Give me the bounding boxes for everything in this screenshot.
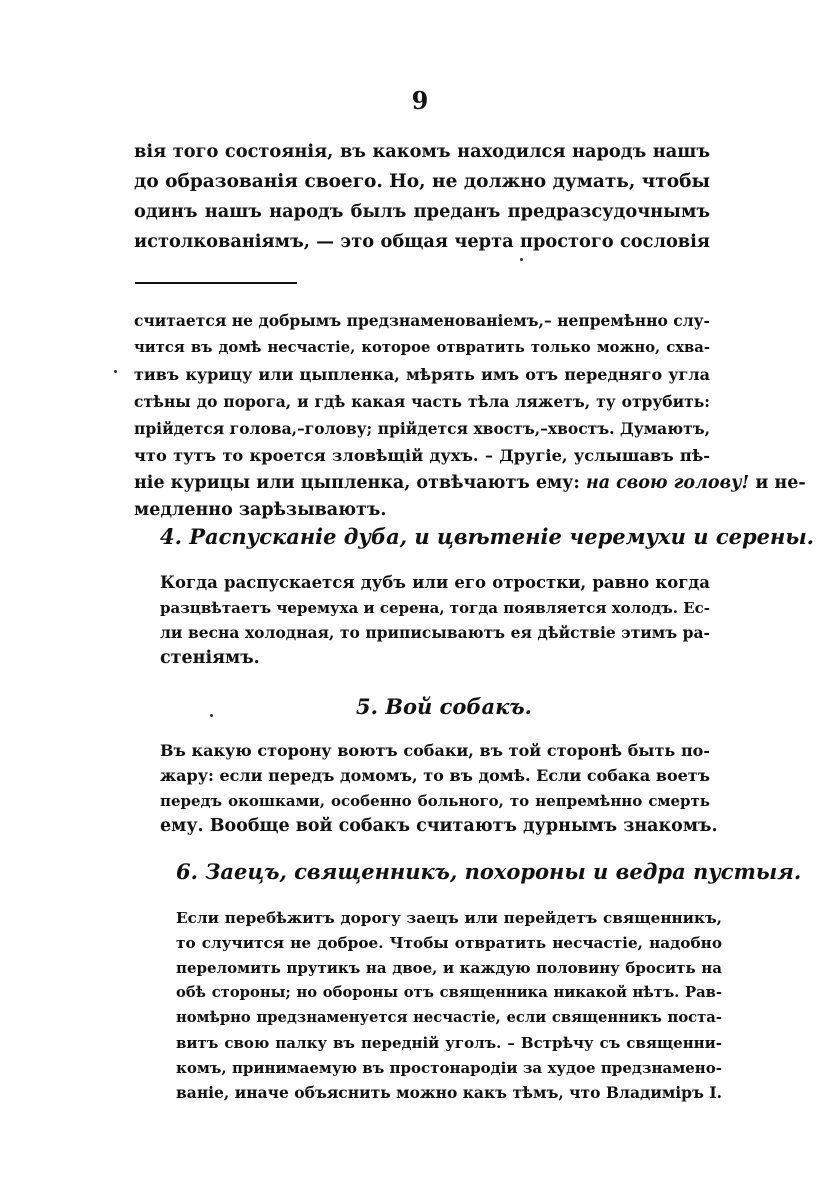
text-line: переломить прутикъ на двое, и каждую половину бросить на (176, 959, 722, 977)
text-line: что тутъ то кроется зловѣщій духъ. – Другіе, услышавъ пѣ- (134, 446, 710, 465)
text-line: жару: если передъ домомъ, то въ домѣ. Если собака воетъ (160, 766, 710, 785)
print-speck (210, 714, 213, 717)
text-line: то случится не доброе. Чтобы отвратить несчастіе, надобно (176, 934, 722, 952)
footnote-separator (135, 282, 297, 284)
page-number: 9 (411, 86, 429, 115)
text-line: комъ, принимаемую въ простонародіи за худое предзнамено- (176, 1059, 722, 1077)
text-line: разцвѣтаетъ черемуха и серена, тогда появляется холодъ. Ес- (160, 599, 710, 617)
text-fragment: ніе курицы или цыпленка, отвѣчаютъ ему: (134, 473, 580, 493)
text-line: ему. Вообще вой собакъ считаютъ дурнымъ знакомъ. (160, 816, 718, 836)
text-line: тивъ курицу или цыпленка, мѣрять имъ отъ передняго угла (134, 365, 710, 384)
text-line: передъ окошками, особенно больного, то непремѣнно смерть (160, 792, 710, 810)
text-line: витъ свою палку въ передній уголъ. – Встрѣчу съ священни- (176, 1034, 722, 1052)
text-line: считается не добрымъ предзнаменованіемъ,– непремѣнно слу- (134, 311, 710, 330)
text-line: номѣрно предзнаменуется несчастіе, если священникъ поста- (176, 1009, 722, 1026)
text-line: стѣны до порога, и гдѣ какая часть тѣла ляжетъ, ту отрубить: (134, 392, 710, 411)
text-line: медленно зарѣзываютъ. (134, 500, 387, 520)
text-line: истолкованіямъ, — это общая черта простого сословія (134, 231, 710, 252)
section-heading: 6. Заецъ, священникъ, похороны и ведра пустыя. (176, 859, 802, 884)
text-line: обѣ стороны; но обороны отъ священника никакой нѣтъ. Рав- (176, 984, 722, 1001)
italic-quote: на свою голову! (585, 473, 750, 493)
text-line: до образованія своего. Но, не должно думать, чтобы (134, 171, 710, 192)
text-line: прійдется голова,–голову; прійдется хвостъ,–хвостъ. Думаютъ, (134, 419, 710, 438)
print-speck (114, 370, 117, 373)
text-line: Если перебѣжитъ дорогу заецъ или перейдетъ священникъ, (176, 909, 722, 927)
text-line: чится въ домѣ несчастіе, которое отвратить только можно, схва- (134, 339, 710, 356)
text-line: ли весна холодная, то приписываютъ ея дѣйствіе этимъ ра- (160, 623, 710, 642)
text-fragment: и не- (755, 473, 806, 493)
print-speck (520, 258, 523, 261)
text-line: Въ какую сторону воютъ собаки, въ той сторонѣ быть по- (160, 741, 710, 760)
text-line: ваніе, иначе объяснить можно какъ тѣмъ, что Владиміръ I. (176, 1083, 722, 1102)
section-heading: 4. Распусканіе дуба, и цвѣтеніе черемухи и серены. (160, 524, 814, 549)
section-heading: 5. Вой собакъ. (356, 694, 532, 719)
text-line: Когда распускается дубъ или его отростки, равно когда (160, 573, 710, 592)
text-line (134, 471, 806, 495)
text-line: стеніямъ. (160, 648, 260, 668)
text-line: вія того состоянія, въ какомъ находился народъ нашъ (134, 141, 710, 162)
text-line: одинъ нашъ народъ былъ преданъ предразсудочнымъ (134, 201, 710, 222)
